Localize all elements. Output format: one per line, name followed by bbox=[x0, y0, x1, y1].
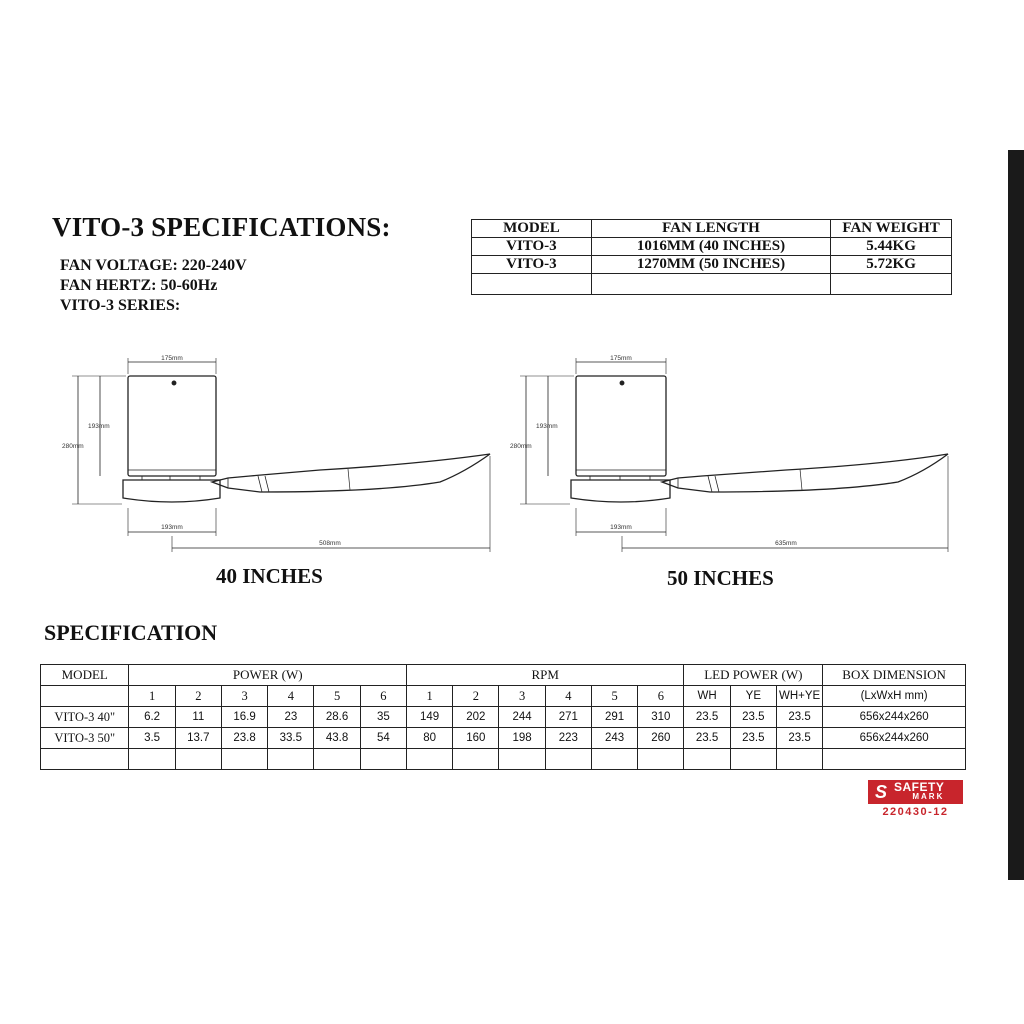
row-model: VITO-3 40" bbox=[41, 707, 129, 728]
cell: 23.8 bbox=[221, 728, 267, 749]
fan-diagram-50 bbox=[506, 352, 956, 562]
sub-header: (LxWxH mm) bbox=[823, 686, 966, 707]
header-box-dimension: BOX DIMENSION bbox=[823, 665, 966, 686]
cell: 80 bbox=[406, 728, 452, 749]
light-base bbox=[123, 480, 220, 502]
cell: VITO-3 bbox=[472, 256, 592, 274]
cell: 54 bbox=[360, 728, 406, 749]
dim-height-inner-label: 193mm bbox=[536, 423, 558, 430]
sub-header: 3 bbox=[221, 686, 267, 707]
table-row-empty bbox=[472, 274, 952, 295]
cell: 16.9 bbox=[221, 707, 267, 728]
cell: 6.2 bbox=[129, 707, 175, 728]
sub-header: 4 bbox=[268, 686, 314, 707]
cell: 198 bbox=[499, 728, 545, 749]
sub-header: 4 bbox=[545, 686, 591, 707]
cell: 28.6 bbox=[314, 707, 360, 728]
sub-header: 6 bbox=[638, 686, 684, 707]
header-power: POWER (W) bbox=[129, 665, 407, 686]
table-row-empty bbox=[41, 749, 966, 770]
safety-mark-line1: SAFETY bbox=[894, 780, 945, 794]
sub-header: 5 bbox=[314, 686, 360, 707]
motor-housing bbox=[576, 376, 666, 476]
cell: 23.5 bbox=[730, 707, 776, 728]
spec-group-header-row bbox=[41, 665, 966, 686]
dim-blade-label: 508mm bbox=[319, 540, 341, 547]
sub-header: 5 bbox=[591, 686, 637, 707]
cell: 244 bbox=[499, 707, 545, 728]
cell: 35 bbox=[360, 707, 406, 728]
cell: 310 bbox=[638, 707, 684, 728]
cell: 223 bbox=[545, 728, 591, 749]
row-model: VITO-3 50" bbox=[41, 728, 129, 749]
sub-header: YE bbox=[730, 686, 776, 707]
cell: 43.8 bbox=[314, 728, 360, 749]
cell: 160 bbox=[453, 728, 499, 749]
section-title: SPECIFICATION bbox=[44, 620, 218, 645]
caption-40-inches: 40 INCHES bbox=[216, 564, 323, 588]
cell: 33.5 bbox=[268, 728, 314, 749]
cell: 5.72KG bbox=[831, 256, 952, 274]
cell: 23.5 bbox=[684, 728, 730, 749]
fan-blade bbox=[662, 454, 948, 492]
header-fan-weight: FAN WEIGHT bbox=[831, 220, 952, 238]
cell: VITO-3 bbox=[472, 238, 592, 256]
table-header-row bbox=[472, 220, 952, 238]
safety-mark-number: 220430-12 bbox=[882, 806, 949, 818]
cell: 656x244x260 bbox=[823, 707, 966, 728]
safety-mark-line2: MARK bbox=[912, 792, 945, 801]
cell: 291 bbox=[591, 707, 637, 728]
spec-table bbox=[40, 664, 966, 770]
dim-blade-label: 635mm bbox=[775, 540, 797, 547]
table-row bbox=[472, 238, 952, 256]
cell: 13.7 bbox=[175, 728, 221, 749]
dim-base-label: 193mm bbox=[610, 524, 632, 531]
sub-header: 2 bbox=[453, 686, 499, 707]
cell: 1016MM (40 INCHES) bbox=[591, 238, 830, 256]
page-title: VITO-3 SPECIFICATIONS: bbox=[52, 212, 391, 242]
sub-header: 1 bbox=[406, 686, 452, 707]
cell: 23.5 bbox=[776, 728, 822, 749]
right-edge-bar bbox=[1008, 150, 1024, 880]
safety-mark bbox=[868, 780, 963, 818]
cell bbox=[831, 274, 952, 295]
fan-hertz: FAN HERTZ: 50-60Hz bbox=[60, 277, 218, 294]
cell: 5.44KG bbox=[831, 238, 952, 256]
cell: 656x244x260 bbox=[823, 728, 966, 749]
cell: 23 bbox=[268, 707, 314, 728]
cell: 271 bbox=[545, 707, 591, 728]
cell: 149 bbox=[406, 707, 452, 728]
safety-s-icon: S bbox=[874, 781, 887, 802]
sub-header: WH bbox=[684, 686, 730, 707]
cell: 243 bbox=[591, 728, 637, 749]
dim-base-label: 193mm bbox=[161, 524, 183, 531]
fan-voltage: FAN VOLTAGE: 220-240V bbox=[60, 257, 247, 274]
sub-header: 2 bbox=[175, 686, 221, 707]
header-led-power: LED POWER (W) bbox=[684, 665, 823, 686]
cell bbox=[591, 274, 830, 295]
header-rpm: RPM bbox=[406, 665, 684, 686]
dim-width-label: 175mm bbox=[610, 355, 632, 362]
fan-diagram-40 bbox=[60, 352, 500, 562]
cell: 260 bbox=[638, 728, 684, 749]
series-label: VITO-3 SERIES: bbox=[60, 297, 181, 314]
sub-header: 1 bbox=[129, 686, 175, 707]
caption-50-inches: 50 INCHES bbox=[667, 566, 774, 590]
motor-housing bbox=[128, 376, 216, 476]
header-model: MODEL bbox=[472, 220, 592, 238]
dim-height-outer-label: 280mm bbox=[62, 443, 84, 450]
cell: 23.5 bbox=[730, 728, 776, 749]
dim-height-inner-label: 193mm bbox=[88, 423, 110, 430]
cell: 23.5 bbox=[684, 707, 730, 728]
cell bbox=[472, 274, 592, 295]
cell: 202 bbox=[453, 707, 499, 728]
fan-blade bbox=[212, 454, 490, 492]
cell: 1270MM (50 INCHES) bbox=[591, 256, 830, 274]
table-row bbox=[472, 256, 952, 274]
header-model: MODEL bbox=[41, 665, 129, 686]
sub-header: 3 bbox=[499, 686, 545, 707]
cell: 3.5 bbox=[129, 728, 175, 749]
model-table bbox=[471, 219, 952, 295]
cell: 23.5 bbox=[776, 707, 822, 728]
sub-header: 6 bbox=[360, 686, 406, 707]
dim-width-label: 175mm bbox=[161, 355, 183, 362]
table-row bbox=[41, 728, 966, 749]
table-row bbox=[41, 707, 966, 728]
dim-height-outer-label: 280mm bbox=[510, 443, 532, 450]
cell bbox=[41, 686, 129, 707]
spec-sub-header-row bbox=[41, 686, 966, 707]
light-base bbox=[571, 480, 670, 502]
cell: 11 bbox=[175, 707, 221, 728]
sub-header: WH+YE bbox=[776, 686, 822, 707]
safety-mark-badge bbox=[868, 780, 963, 804]
header-fan-length: FAN LENGTH bbox=[591, 220, 830, 238]
